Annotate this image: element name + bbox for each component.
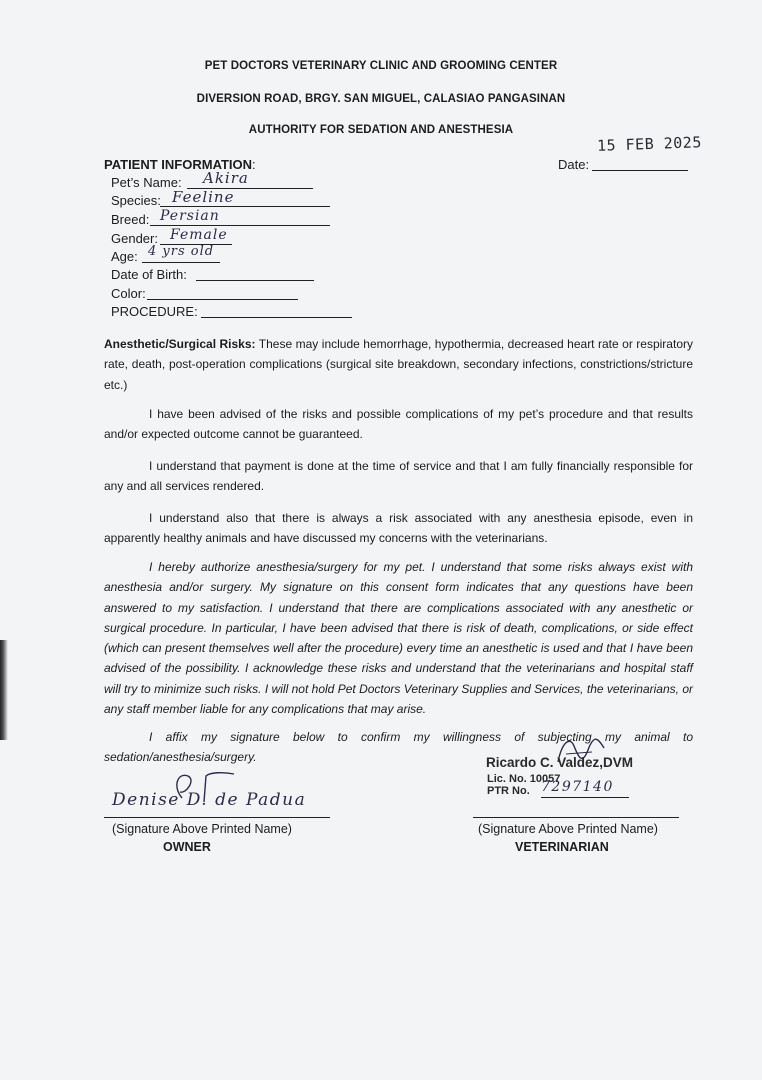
gender-label: Gender: xyxy=(111,231,158,246)
procedure-label: PROCEDURE: xyxy=(111,304,198,319)
owner-role-label: OWNER xyxy=(163,840,211,854)
pet-name-value: Akira xyxy=(203,169,249,187)
patient-info-title: PATIENT INFORMATION: xyxy=(104,157,256,172)
color-line xyxy=(147,299,298,300)
dob-label: Date of Birth: xyxy=(111,267,187,282)
affix-signature-paragraph: I affix my signature below to confirm my willingness of subjecting my animal to sedation/anesthesia/surgery. xyxy=(104,730,693,765)
date-field-line xyxy=(592,170,688,171)
risks-heading: Anesthetic/Surgical Risks: xyxy=(104,337,256,351)
breed-line xyxy=(150,225,330,226)
clinic-address: DIVERSION ROAD, BRGY. SAN MIGUEL, CALASIAO PANGASINAN xyxy=(196,93,566,105)
species-line xyxy=(160,206,330,207)
age-label: Age: xyxy=(111,249,138,264)
owner-signature-line xyxy=(104,817,330,818)
species-value: Feeline xyxy=(172,188,235,206)
vet-signature-caption: (Signature Above Printed Name) xyxy=(478,822,658,836)
scan-edge-shadow xyxy=(0,640,8,740)
risks-text: These may include hemorrhage, hypothermia, decreased heart rate or respiratory rate, death, post-operation complications (surgical site breakdown, secondary infections, constrictions/stricture etc.) xyxy=(104,337,693,392)
authorization-paragraph: I hereby authorize anesthesia/surgery for my pet. I understand that some risks always exist with anesthesia and/or surgery. My signature on this consent form indicates that any questions have been answered to my satisfaction. I understand that there are complications associated with any anesthetic or surgical procedure. In particular, I have been advised that there is risk of death, complications, or side effect (which can present themselves well after the procedure) every time an anesthetic is used and that I have been advised of the possibility. I acknowledge these risks and understand that the veterinarians and hospital staff will try to minimize such risks. I will not hold Pet Doctors Veterinary Supplies and Services, the veterinarians, or any staff member liable for any complications that may arise. xyxy=(104,560,693,717)
age-value: 4 yrs old xyxy=(148,244,215,259)
owner-signature-caption: (Signature Above Printed Name) xyxy=(112,822,292,836)
vet-license-number: Lic. No. 10057 xyxy=(487,773,561,785)
form-title: AUTHORITY FOR SEDATION AND ANESTHESIA xyxy=(248,124,514,136)
vet-printed-name: Ricardo C. Valdez,DVM xyxy=(486,755,634,770)
date-stamp: 15 FEB 2025 xyxy=(596,133,703,155)
vet-ptr-label: PTR No. xyxy=(487,785,530,797)
risks-paragraph xyxy=(104,334,693,395)
clinic-name: PET DOCTORS VETERINARY CLINIC AND GROOMING CENTER xyxy=(204,60,558,72)
payment-paragraph: I understand that payment is done at the time of service and that I am fully financially responsible for any and all services rendered. xyxy=(104,459,693,494)
date-label: Date: xyxy=(558,157,590,172)
procedure-line xyxy=(201,317,352,318)
vet-ptr-value: 7297140 xyxy=(541,779,614,795)
vet-role-label: VETERINARIAN xyxy=(515,840,609,854)
pet-name-label: Pet’s Name: xyxy=(111,175,182,190)
species-label: Species: xyxy=(111,193,161,208)
age-line xyxy=(142,262,220,263)
advised-paragraph: I have been advised of the risks and possible complications of my pet’s procedure and that results and/or expected outcome cannot be guaranteed. xyxy=(104,407,693,442)
breed-value: Persian xyxy=(160,208,220,224)
dob-line xyxy=(196,280,314,281)
anesthesia-risk-paragraph: I understand also that there is always a risk associated with any anesthesia episode, even in apparently healthy animals and have discussed my concerns with the veterinarians. xyxy=(104,511,693,546)
color-label: Color: xyxy=(111,286,146,301)
breed-label: Breed: xyxy=(111,212,150,227)
owner-signed-name: Denise D. de Padua xyxy=(112,790,307,810)
vet-ptr-line xyxy=(541,797,629,798)
vet-signature-line xyxy=(473,817,679,818)
gender-value: Female xyxy=(170,227,228,243)
